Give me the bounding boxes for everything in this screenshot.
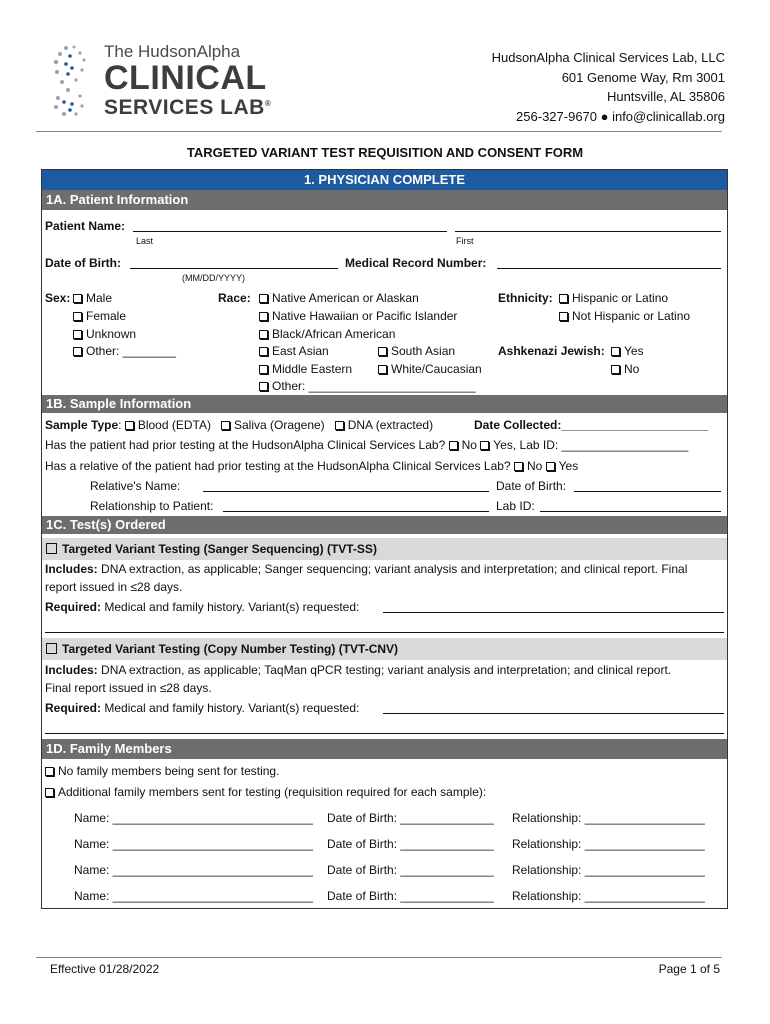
sex-option-male[interactable]: Male	[73, 291, 112, 305]
checkbox-icon	[259, 382, 268, 391]
family-row-3-dob[interactable]: Date of Birth: ______________	[327, 863, 494, 877]
ashkenazi-label: Ashkenazi Jewish:	[498, 344, 605, 358]
family-option-none[interactable]: No family members being sent for testing.	[45, 764, 279, 778]
footer-divider	[36, 957, 722, 958]
prior-no-option[interactable]: No	[449, 438, 477, 452]
logo-line2: CLINICAL	[104, 59, 267, 97]
lab-address: HudsonAlpha Clinical Services Lab, LLC 601 Genome Way, Rm 3001 Huntsville, AL 35806 256-327-9670 ● info@clinicallab.org	[491, 50, 725, 124]
dob-field[interactable]	[130, 268, 338, 269]
checkbox-icon	[46, 643, 57, 654]
race-option-native-hawaiian[interactable]: Native Hawaiian or Pacific Islander	[259, 309, 457, 323]
ethnicity-option-hispanic[interactable]: Hispanic or Latino	[559, 291, 668, 305]
relative-name-label: Relative's Name:	[90, 479, 181, 493]
checkbox-icon	[45, 788, 54, 797]
date-collected-field[interactable]: Date Collected:______________________	[474, 418, 709, 432]
prior-testing-row: Has the patient had prior testing at the HudsonAlpha Clinical Services Lab? No Yes, Lab ID: ___________________	[45, 438, 689, 452]
relative-name-field[interactable]	[203, 491, 489, 492]
checkbox-icon	[559, 312, 568, 321]
logo-line3: SERVICES LAB®	[104, 96, 272, 119]
physician-complete-bar: 1. PHYSICIAN COMPLETE	[42, 170, 727, 190]
tvt-ss-required: Required: Medical and family history. Variant(s) requested:	[45, 600, 360, 614]
ashkenazi-option-no[interactable]: No	[611, 362, 639, 376]
section-patient-info: 1A. Patient Information	[42, 190, 727, 210]
test-option-tvt-cnv[interactable]: Targeted Variant Testing (Copy Number Testing) (TVT-CNV)	[42, 638, 727, 660]
dna-logo-icon	[52, 44, 92, 118]
tvt-cnv-variants-field-2[interactable]	[45, 733, 724, 734]
sex-option-unknown[interactable]: Unknown	[73, 327, 136, 341]
ethnicity-label: Ethnicity:	[498, 291, 553, 305]
checkbox-icon	[46, 543, 57, 554]
checkbox-icon	[546, 462, 555, 471]
race-option-black[interactable]: Black/African American	[259, 327, 395, 341]
relationship-label: Relationship to Patient:	[90, 499, 214, 513]
race-option-white[interactable]: White/Caucasian	[378, 362, 482, 376]
tvt-ss-includes: Includes: DNA extraction, as applicable; Sanger sequencing; variant analysis and interpretation; and clinical report. Final	[45, 562, 688, 576]
family-row-1-dob[interactable]: Date of Birth: ______________	[327, 811, 494, 825]
sex-option-female[interactable]: Female	[73, 309, 126, 323]
dob-label: Date of Birth:	[45, 256, 121, 270]
tvt-cnv-includes: Includes: DNA extraction, as applicable; TaqMan qPCR testing; variant analysis and interpretation; and clinical report.	[45, 663, 672, 677]
tvt-ss-includes-cont: report issued in ≤28 days.	[45, 580, 183, 594]
tvt-cnv-variants-field[interactable]	[383, 713, 724, 714]
checkbox-icon	[259, 312, 268, 321]
ethnicity-option-not-hispanic[interactable]: Not Hispanic or Latino	[559, 309, 690, 323]
tvt-ss-variants-field[interactable]	[383, 612, 724, 613]
relative-testing-row: Has a relative of the patient had prior testing at the HudsonAlpha Clinical Services Lab? No Yes	[45, 459, 579, 473]
dob-format: (MM/DD/YYYY)	[182, 273, 245, 283]
tvt-cnv-includes-cont: Final report issued in ≤28 days.	[45, 681, 212, 695]
lab-id-label: Lab ID:	[496, 499, 535, 513]
family-row-2-name[interactable]: Name: ______________________________	[74, 837, 313, 851]
checkbox-icon	[611, 365, 620, 374]
relative-dob-label: Date of Birth:	[496, 479, 567, 493]
sample-option-dna[interactable]: DNA (extracted)	[335, 418, 433, 432]
page-number: Page 1 of 5	[658, 962, 720, 976]
checkbox-icon	[73, 347, 82, 356]
sex-label: Sex:	[45, 291, 71, 305]
race-option-south-asian[interactable]: South Asian	[378, 344, 455, 358]
checkbox-icon	[73, 312, 82, 321]
family-row-3-name[interactable]: Name: ______________________________	[74, 863, 313, 877]
race-option-east-asian[interactable]: East Asian	[259, 344, 329, 358]
race-label: Race:	[218, 291, 251, 305]
test-option-tvt-ss[interactable]: Targeted Variant Testing (Sanger Sequencing) (TVT-SS)	[42, 538, 727, 560]
checkbox-icon	[73, 294, 82, 303]
section-sample-info: 1B. Sample Information	[42, 395, 727, 413]
checkbox-icon	[480, 441, 489, 450]
family-row-4-dob[interactable]: Date of Birth: ______________	[327, 889, 494, 903]
family-row-4-name[interactable]: Name: ______________________________	[74, 889, 313, 903]
last-label: Last	[136, 236, 154, 246]
checkbox-icon	[378, 347, 387, 356]
family-row-1-relationship[interactable]: Relationship: __________________	[512, 811, 705, 825]
lab-id-field[interactable]	[540, 511, 721, 512]
prior-yes-option[interactable]: Yes, Lab ID: ___________________	[480, 438, 688, 452]
checkbox-icon	[378, 365, 387, 374]
race-option-middle-eastern[interactable]: Middle Eastern	[259, 362, 352, 376]
relative-yes-option[interactable]: Yes	[546, 459, 579, 473]
mrn-label: Medical Record Number:	[345, 256, 487, 270]
header-divider	[36, 131, 722, 132]
tvt-ss-variants-field-2[interactable]	[45, 632, 724, 633]
relative-no-option[interactable]: No	[514, 459, 542, 473]
first-label: First	[456, 236, 474, 246]
form-title: TARGETED VARIANT TEST REQUISITION AND CONSENT FORM	[186, 145, 584, 160]
sample-option-saliva[interactable]: Saliva (Oragene)	[221, 418, 325, 432]
sample-type-row: Sample Type: Blood (EDTA) Saliva (Oragene) DNA (extracted)	[45, 418, 434, 432]
relationship-field[interactable]	[223, 511, 489, 512]
tvt-cnv-required: Required: Medical and family history. Variant(s) requested:	[45, 701, 360, 715]
family-row-1-name[interactable]: Name: ______________________________	[74, 811, 313, 825]
section-family-members: 1D. Family Members	[42, 739, 727, 759]
family-option-additional[interactable]: Additional family members sent for testing (requisition required for each sample):	[45, 785, 486, 799]
checkbox-icon	[259, 294, 268, 303]
patient-first-name-field[interactable]	[455, 231, 721, 232]
patient-name-label: Patient Name:	[45, 219, 126, 233]
sex-option-other[interactable]: Other: ________	[73, 344, 176, 358]
checkbox-icon	[259, 365, 268, 374]
checkbox-icon	[221, 421, 230, 430]
race-option-other[interactable]: Other: _________________________	[259, 379, 476, 393]
patient-last-name-field[interactable]	[133, 231, 447, 232]
family-row-2-relationship[interactable]: Relationship: __________________	[512, 837, 705, 851]
effective-date: Effective 01/28/2022	[50, 962, 160, 976]
mrn-field[interactable]	[497, 268, 721, 269]
checkbox-icon	[259, 330, 268, 339]
sample-option-blood[interactable]: Blood (EDTA)	[125, 418, 211, 432]
checkbox-icon	[335, 421, 344, 430]
checkbox-icon	[259, 347, 268, 356]
family-row-3-relationship[interactable]: Relationship: __________________	[512, 863, 705, 877]
logo-line1: The HudsonAlpha	[104, 42, 241, 61]
checkbox-icon	[73, 330, 82, 339]
race-option-native-american[interactable]: Native American or Alaskan	[259, 291, 419, 305]
ashkenazi-option-yes[interactable]: Yes	[611, 344, 644, 358]
family-row-4-relationship[interactable]: Relationship: __________________	[512, 889, 705, 903]
section-tests-ordered: 1C. Test(s) Ordered	[42, 516, 727, 534]
checkbox-icon	[559, 294, 568, 303]
checkbox-icon	[611, 347, 620, 356]
family-row-2-dob[interactable]: Date of Birth: ______________	[327, 837, 494, 851]
relative-dob-field[interactable]	[574, 491, 721, 492]
checkbox-icon	[45, 767, 54, 776]
checkbox-icon	[514, 462, 523, 471]
checkbox-icon	[449, 441, 458, 450]
checkbox-icon	[125, 421, 134, 430]
